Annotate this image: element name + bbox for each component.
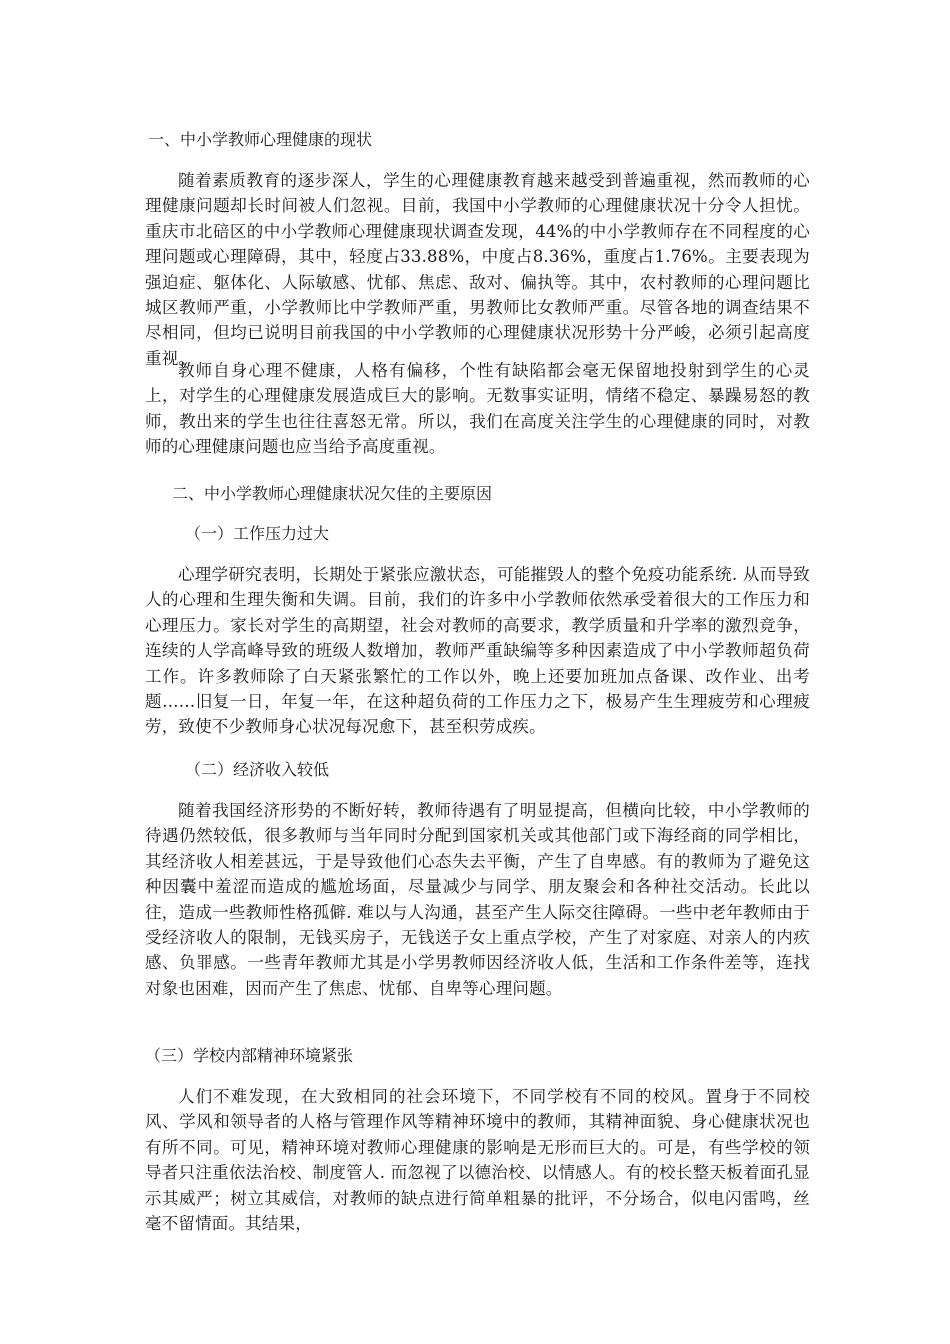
subsection3-paragraph: 人们不难发现，在大致相同的社会环境下，不同学校有不同的校风。置身于不同校风、学风和领导者的人格与管理作风等精神环境中的教师，其精神面貌、身心健康状况也有所不同。可见，精神环境对教师心理健康的影响是无形而巨大的。可是，有些学校的领导者只注重依法治校、制度管人. 而忽视了以德治校、以情感人。有的校长整天板着面孔显示其威严；树立其威信，对教师的缺点进行简单粗暴的批评，不分场合，似电闪雷鸣，丝毫不留情面。其结果， bbox=[145, 1087, 810, 1234]
subsection3-heading: （三）学校内部精神环境紧张 bbox=[145, 1046, 354, 1065]
section1-paragraph-2: 教师自身心理不健康，人格有偏移，个性有缺陷都会毫无保留地投射到学生的心灵上，对学生的心理健康发展造成巨大的影响。无数事实证明，情绪不稳定、暴躁易怒的教师，教出来的学生也往往喜怒无常。所以，我们在高度关注学生的心理健康的同时，对教师的心理健康问题也应当给予高度重视。 bbox=[145, 361, 810, 457]
section2-heading: 二、中小学教师心理健康状况欠佳的主要原因 bbox=[172, 484, 493, 503]
subsection1-heading: （一）工作压力过大 bbox=[185, 524, 330, 543]
section1-paragraph-1: 随着素质教育的逐步深人，学生的心理健康教育越来越受到普遍重视，然而教师的心理健康问题却长时间被人们忽视。目前，我国中小学教师的心理健康状况十分令人担忧。重庆市北碚区的中小学教师心理健康现状调查发现，44%的中小学教师存在不同程度的心理问题或心理障碍，其中，轻度占33.88%，中度占8.36%，重度占1.76%。主要表现为强迫症、躯体化、人际敏感、忧郁、焦虑、敌对、偏执等。其中，农村教师的心理问题比城区教师严重，小学教师比中学教师严重，男教师比女教师严重。尽管各地的调查结果不尽相同，但均已说明目前我国的中小学教师的心理健康状况形势十分严峻，必须引起高度重视。 bbox=[145, 171, 810, 368]
subsection2-paragraph: 随着我国经济形势的不断好转，教师待遇有了明显提高，但横向比较，中小学教师的待遇仍然较低，很多教师与当年同时分配到国家机关或其他部门或下海经商的同学相比，其经济收人相差甚远，于是导致他们心态失去平衡，产生了自卑感。有的教师为了避免这种因囊中羞涩而造成的尴尬场面，尽量减少与同学、朋友聚会和各种社交活动。长此以往，造成一些教师性格孤僻. 难以与人沟通，甚至产生人际交往障碍。一些中老年教师由于受经济收人的限制，无钱买房子，无钱送子女上重点学校，产生了对家庭、对亲人的内疚感、负罪感。一些青年教师尤其是小学男教师因经济收人低，生活和工作条件差等，连找对象也困难，因而产生了焦虑、忧郁、自卑等心理问题。 bbox=[145, 801, 810, 998]
section1-heading: 一、中小学教师心理健康的现状 bbox=[148, 130, 373, 149]
subsection2-heading: （二）经济收入较低 bbox=[185, 760, 330, 779]
subsection1-paragraph: 心理学研究表明，长期处于紧张应激状态，可能摧毁人的整个免疫功能系统. 从而导致人的心理和生理失衡和失调。目前，我们的许多中小学教师依然承受着很大的工作压力和心理压力。家长对学生的高期望，社会对教师的高要求，教学质量和升学率的激烈竞争，连续的人学高峰导致的班级人数增加，教师严重缺编等多种因素造成了中小学教师超负荷工作。许多教师除了白天紧张繁忙的工作以外，晚上还要加班加点备课、改作业、出考题……旧复一日，年复一年，在这种超负荷的工作压力之下，极易产生生理疲劳和心理疲劳，致使不少教师身心状况每况愈下，甚至积劳成疾。 bbox=[145, 565, 810, 737]
